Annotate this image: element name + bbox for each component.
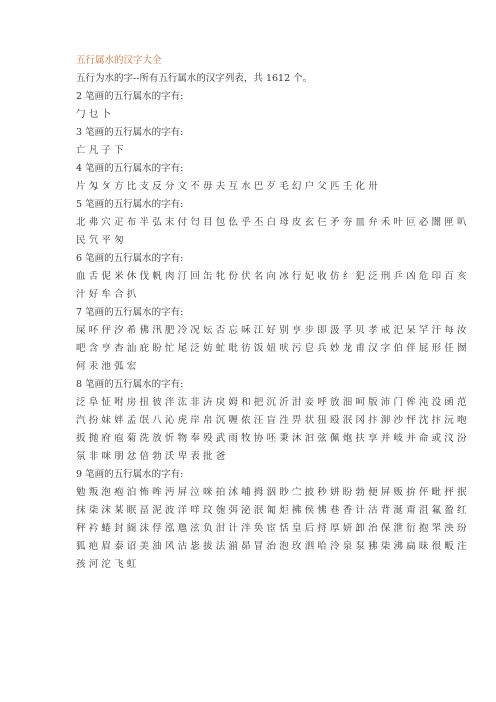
section-heading: 2 笔画的五行属水的字有: [76, 91, 184, 102]
document-content [76, 52, 480, 574]
section-heading: 7 笔画的五行属水的字有: [76, 307, 184, 318]
section-8-strokes [76, 376, 480, 466]
section-4-strokes [76, 160, 480, 196]
section-6-strokes [76, 250, 480, 304]
section-7-strokes [76, 304, 480, 376]
character-list: 片匁〩方比支反分文不毋夫互水巴歹毛幻户父匹壬化卅 [76, 181, 381, 192]
character-list: 屎吥伻汐希佛汛肥冷况妘否忘咊江好别亨步即汲孚贝孝戒汜呆罕汗每汝吧含亨杏汕庇盼忙尾泛妨虻吡彷饭妞吠污皀兵妙龙甫汉字伯伴屁形任囫何汞池弧宏 [76, 325, 470, 372]
character-list: 北弗穴疋布半弘末付匄目包仫乎丕白母皮玄仨矛夯皿弁禾叶叵必闇匣叭民氕平匆 [76, 217, 470, 246]
section-heading: 3 笔画的五行属水的字有: [76, 127, 184, 138]
character-list: 勹乜卜 [76, 109, 115, 120]
section-9-strokes [76, 466, 480, 574]
character-list: 泛阜怔咐房扭彼泮汯非泋戾姆和把沉沂泔妾呼放沺呵版沛门侔沌没函范汽扮妹姅孟氓八沁虎岸帛沉喱侬汪盲泩畀状狃殴泯冈抃泖沙怦沈抃沅咆扳抛府庖菊洗放忻物奉殁武雨牧协呸秉沐汩弦佩炮扶享并岐并命或汶汾氛非咪朋忿倍勃沃卑表批爸 [76, 397, 470, 462]
intro-text: 五行为水的字--所有五行属水的汉字列表，共 1612 个。 [76, 73, 313, 84]
section-heading: 8 笔画的五行属水的字有: [76, 379, 184, 390]
section-heading: 4 笔画的五行属水的字有: [76, 163, 184, 174]
character-list: 亡凡子下 [76, 145, 127, 156]
section-heading: 9 笔画的五行属水的字有: [76, 469, 184, 480]
section-5-strokes [76, 196, 480, 250]
section-2-strokes [76, 88, 480, 124]
document-title: 五行属水的汉字大全 [76, 55, 162, 66]
section-3-strokes [76, 124, 480, 160]
section-heading: 5 笔画的五行属水的字有: [76, 199, 184, 210]
section-heading: 6 笔画的五行属水的字有: [76, 253, 184, 264]
character-list: 血舌伲米休伐帆肉汀回缶牝份伏名向冰行妃收仿纟犯泛刑乒凶危印百亥汁好牟合扒 [76, 271, 470, 300]
character-list: 勉叛泡疱泊怖哞沔屏泣咪拍沭哺拇泅眇㝉披秒姘盼勃便屏贩拚伻毗抨抿抹柒沫某眠畐泥波洋咩玟匏弭泌泯匍炬拂侯怫巷香计沽背涎甭沮氟盈红秤衿蜷封阍沫俘泓虺泫负泔计泮奂宦恬皇后捋厚妍卸治保泄衍抱罘泱玢狐疤眉泰诏美油风沾毖拔法湔昴冒治泡玫泗哈泠泉泵狒柒沸扁昧很畈注孩河沱飞虹 [76, 487, 470, 570]
